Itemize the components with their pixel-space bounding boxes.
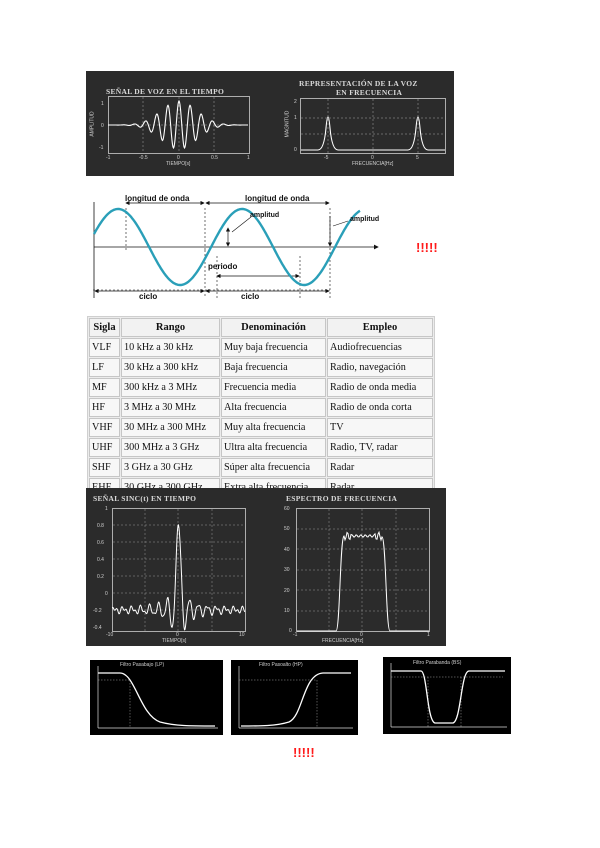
band-range: 30 MHz a 300 MHz [121,418,220,437]
spec-xtick: 0 [360,632,363,638]
band-name: Muy baja frecuencia [221,338,326,357]
voice-time-title: SEÑAL DE VOZ EN EL TIEMPO [106,87,225,96]
freq-ytick: 1 [294,115,297,121]
sinc-ytick: 0.2 [97,574,104,580]
freq-xtick: -5 [324,155,329,161]
table-row [89,358,433,377]
spec-ytick: 30 [284,567,290,573]
sinc-ytick: 0.8 [97,523,104,529]
band-acronym: HF [89,398,120,417]
spec-ytick: 50 [284,526,290,532]
lowpass-curve [90,660,223,735]
voice-ytick: 1 [101,101,104,107]
highpass-title: Filtro Pasoalto (HP) [259,662,303,668]
spectrum-plot [296,508,430,632]
band-range: 30 kHz a 300 kHz [121,358,220,377]
col-header: Empleo [327,318,433,337]
voice-time-ylabel: AMPLITUD [89,111,96,137]
voice-freq-xlabel: FRECUENCIA[Hz] [352,161,394,167]
band-range: 10 kHz a 30 kHz [121,338,220,357]
spectrum-title: ESPECTRO DE FRECUENCIA [286,494,398,503]
band-name: Frecuencia media [221,378,326,397]
band-acronym: UHF [89,438,120,457]
band-range: 300 kHz a 3 MHz [121,378,220,397]
spec-ytick: 60 [284,506,290,512]
voice-freq-title-2: EN FRECUENCIA [336,88,403,97]
band-range: 3 MHz a 30 MHz [121,398,220,417]
sinc-xtick: -10 [106,632,114,638]
voice-freq-ylabel: MAGNITUD [284,110,291,138]
spec-ytick: 0 [289,628,292,634]
amplitude-label: amplitud [350,216,380,223]
cycle-label: ciclo [139,292,158,301]
table-row [89,418,433,437]
sinc-ytick: 0.6 [97,540,104,546]
band-range: 3 GHz a 30 GHz [121,458,220,477]
spec-ytick: 10 [284,608,290,614]
band-name: Ultra alta frecuencia [221,438,326,457]
sinc-xtick: 10 [239,632,245,638]
lowpass-title: Filtro Pasabajo (LP) [120,662,165,668]
voice-signal-figure [86,71,454,176]
sinc-ytick: 0 [105,591,108,597]
voice-xtick: 1 [247,155,250,161]
spectrum-xlabel: FRECUENCIA[Hz] [322,638,364,644]
freq-ytick: 2 [294,99,297,105]
frequency-bands-table [87,316,435,499]
band-use: Radio de onda media [327,378,433,397]
voice-time-plot [108,96,250,154]
col-header: Sigla [89,318,120,337]
table-row [89,438,433,457]
voice-ytick: -1 [99,145,104,151]
bandstop-curve [383,657,511,734]
band-use: Audiofrecuencias [327,338,433,357]
spec-xtick: 1 [427,632,430,638]
voice-time-xlabel: TIEMPO[s] [166,161,191,167]
sinc-ytick: -0.4 [93,625,102,631]
highpass-curve [231,660,358,735]
table-row [89,338,433,357]
band-name: Baja frecuencia [221,358,326,377]
cycle-label: ciclo [241,292,260,301]
exclamation-marks: !!!!! [293,745,315,760]
band-acronym: LF [89,358,120,377]
voice-ytick: 0 [101,123,104,129]
band-use: Radio, TV, radar [327,438,433,457]
table-header-row [89,318,433,337]
voice-xtick: -1 [106,155,111,161]
band-use: Radio de onda corta [327,398,433,417]
table-row [89,378,433,397]
highpass-filter-figure [231,660,358,735]
col-header: Denominación [221,318,326,337]
voice-xtick: 0 [177,155,180,161]
band-name: Súper alta frecuencia [221,458,326,477]
wavelength-label: longitud de onda [245,194,310,203]
sinc-xtick: 0 [176,632,179,638]
band-acronym: MF [89,378,120,397]
wavelength-label: longitud de onda [125,194,190,203]
freq-xtick: 5 [416,155,419,161]
sinc-xlabel: TIEMPO[s] [162,638,187,644]
spec-xtick: -1 [293,632,298,638]
band-use: TV [327,418,433,437]
band-range: 300 MHz a 3 GHz [121,438,220,457]
sinc-plot [112,508,246,632]
lowpass-filter-figure [90,660,223,735]
spec-ytick: 40 [284,547,290,553]
band-acronym: SHF [89,458,120,477]
table-row [89,458,433,477]
period-label: periodo [208,262,238,271]
voice-xtick: 0.5 [211,155,218,161]
table-row [89,398,433,417]
band-acronym: VHF [89,418,120,437]
bandstop-title: Filtro Parabanda (BS) [413,660,462,666]
band-name: Alta frecuencia [221,398,326,417]
freq-xtick: 0 [371,155,374,161]
voice-freq-title-1: REPRESENTACIÓN DE LA VOZ [299,79,418,88]
bandstop-filter-figure [383,657,511,734]
sinc-figure [86,488,446,646]
band-acronym: VLF [89,338,120,357]
band-name: Muy alta frecuencia [221,418,326,437]
sinc-ytick: 0.4 [97,557,104,563]
sinc-title: SEÑAL SINC(t) EN TIEMPO [93,494,197,503]
amplitude-label: amplitud [250,212,280,219]
wave-diagram [86,190,386,305]
voice-freq-plot [300,98,446,154]
spec-ytick: 20 [284,588,290,594]
col-header: Rango [121,318,220,337]
freq-ytick: 0 [294,147,297,153]
exclamation-marks: !!!!! [416,240,438,255]
band-use: Radio, navegación [327,358,433,377]
voice-xtick: -0.5 [139,155,148,161]
band-use: Radar [327,458,433,477]
sinc-ytick: -0.2 [93,608,102,614]
sinc-ytick: 1 [105,506,108,512]
